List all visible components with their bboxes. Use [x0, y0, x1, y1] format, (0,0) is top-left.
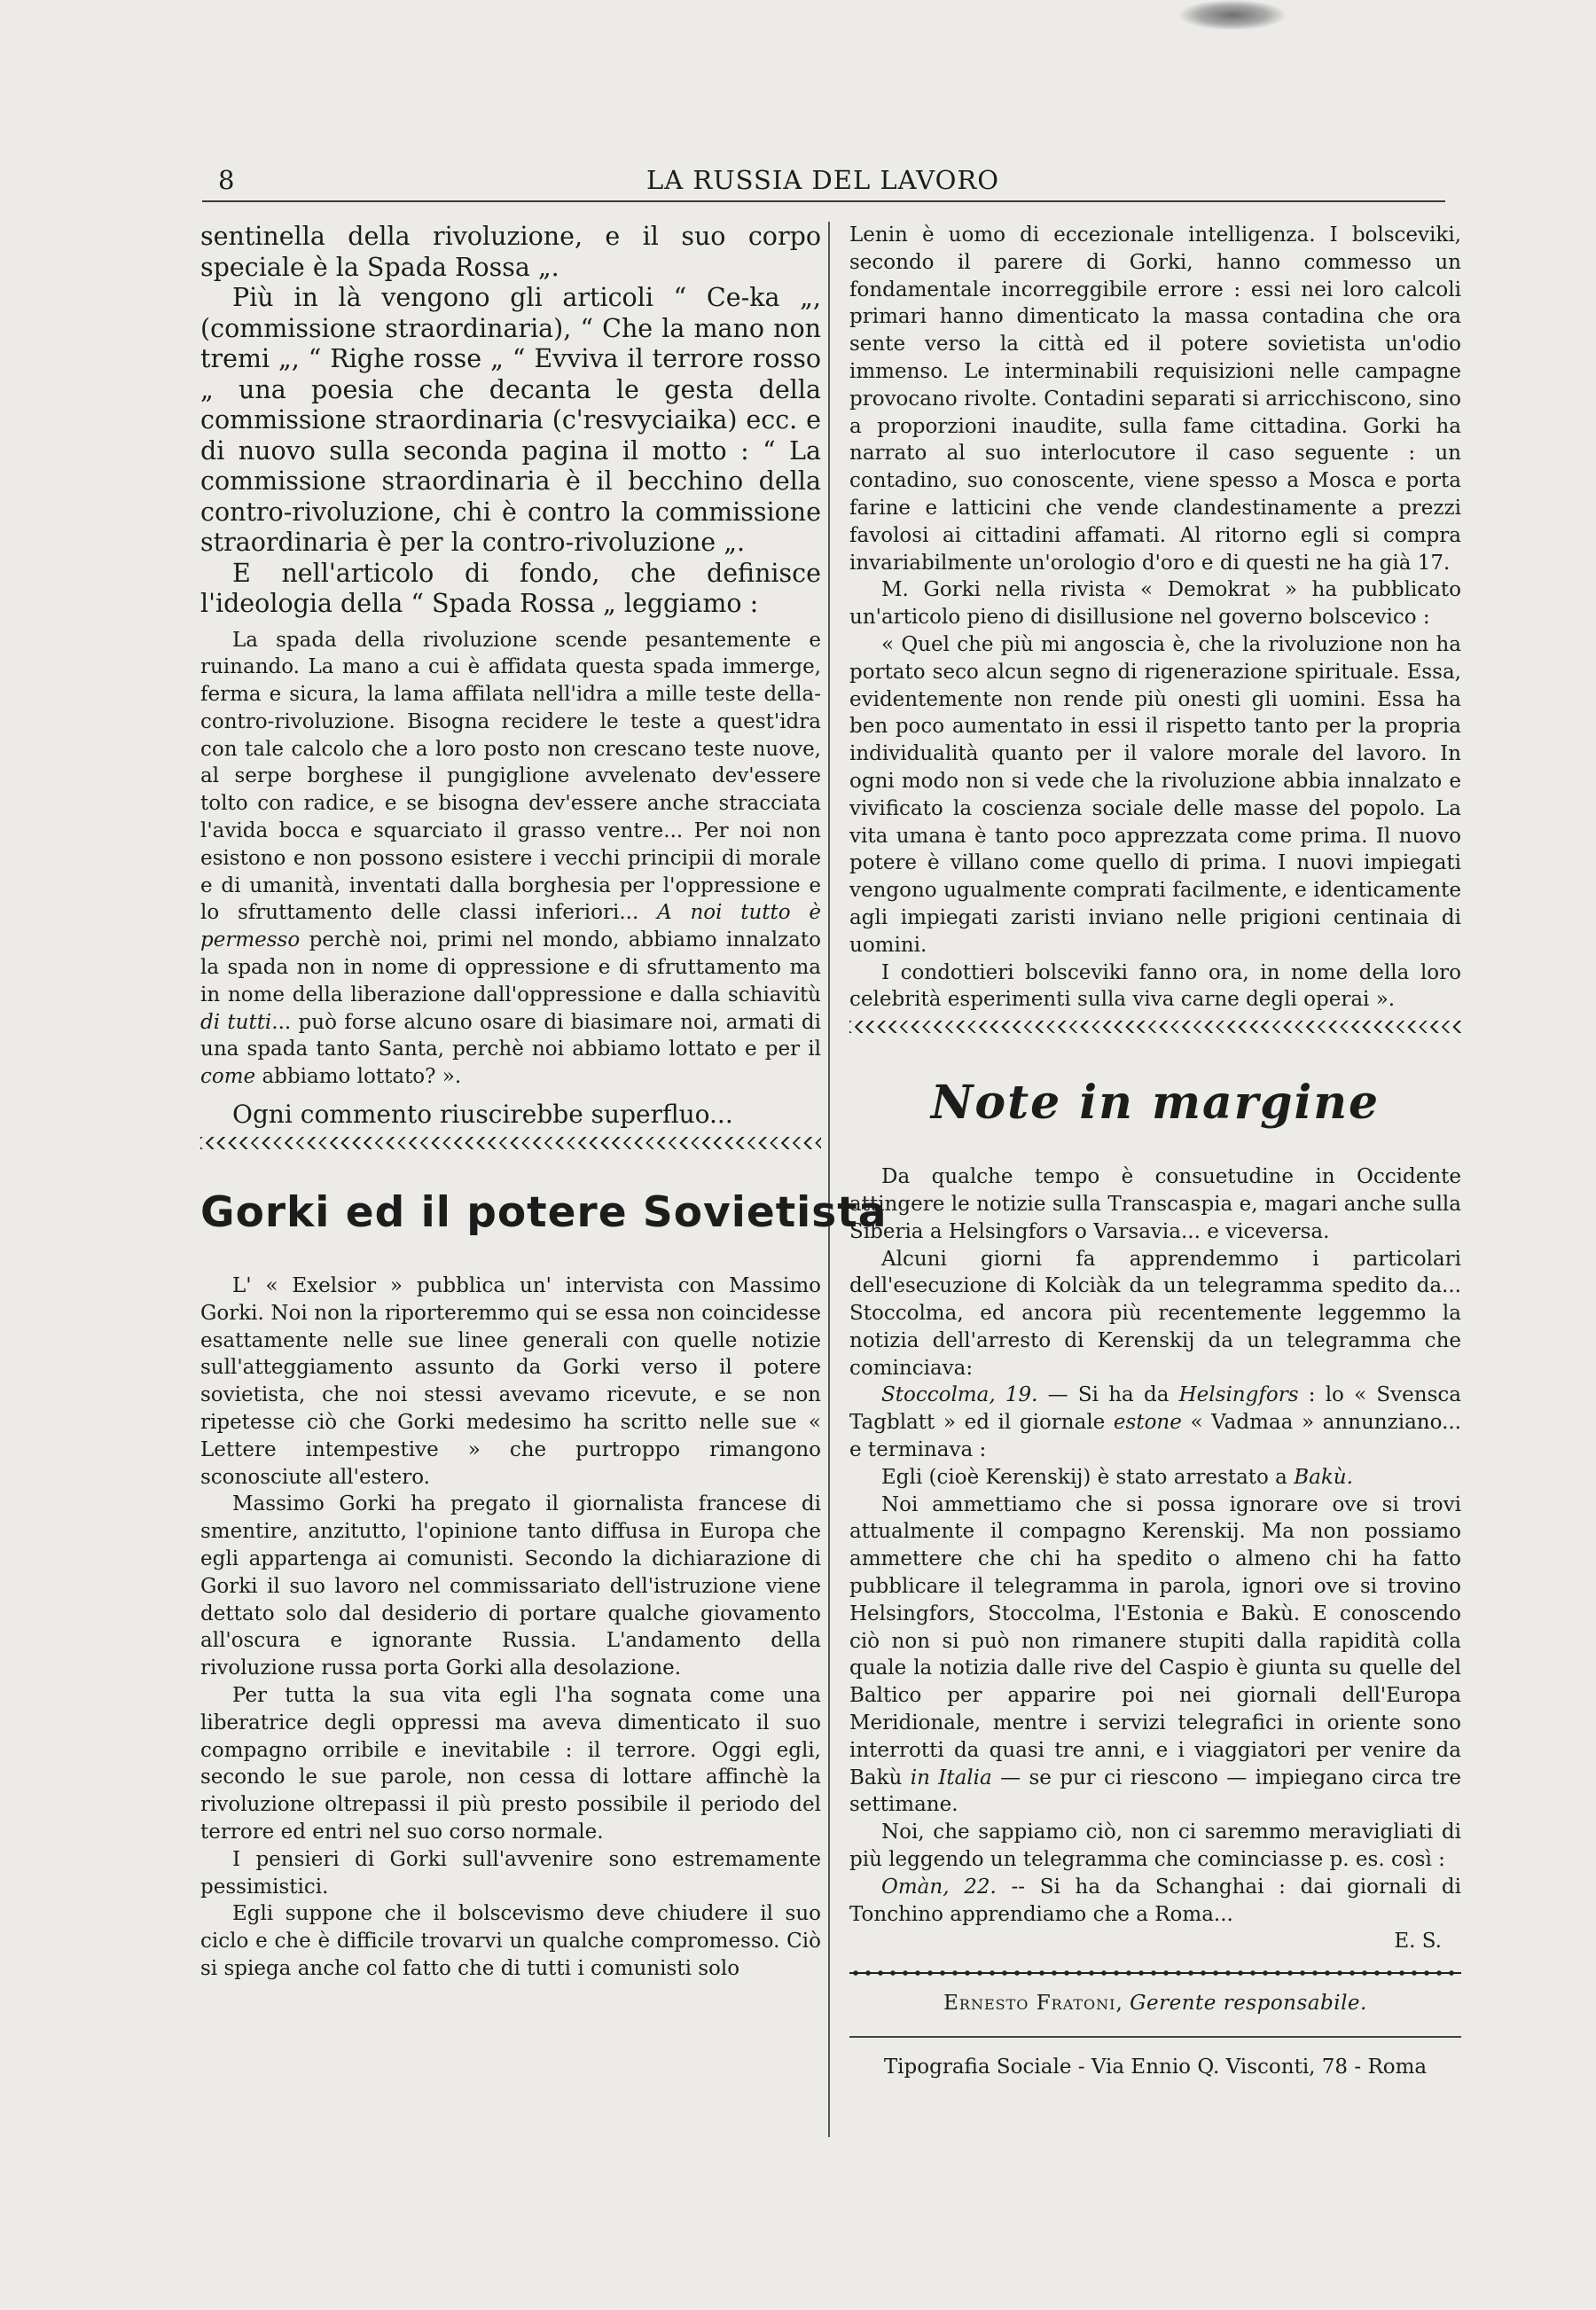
wavy-divider	[849, 1021, 1461, 1033]
telegram-city: Omàn, 22.	[881, 1875, 997, 1899]
note-emphasis: in Italia	[910, 1766, 992, 1789]
demokrat-quote: « Quel che più mi angoscia è, che la rivoluzione non ha portato seco alcun segno di rigenerazione spirituale. Essa, evidentemente non rende più onesti gli uomini. Essa ha ben poco aumentato in essi il rispetto tanto per la propria individualità quanto per il valore morale del lavoro. In ogni modo non si vede che la rivoluzione abbia innalzato e vivificato la coscienza sociale delle masse del popolo. La vita umana è tanto poco apprezzata come prima. Il nuovo potere è villano come quello di prima. I nuovi impiegati vengono ugualmente comprati facilmente, e identicamente agli impiegati zaristi inviano nelle prigioni centinaia di uomini.	[849, 632, 1461, 957]
running-head	[202, 165, 1443, 200]
telegram-quote	[849, 1874, 1461, 1929]
intro-paragraph: E nell'articolo di fondo, che definisce l'ideologia della “ Spada Rossa „ leggiamo :	[200, 558, 821, 618]
quote-text: abbiamo lottato? ».	[255, 1065, 462, 1089]
ink-blot	[1179, 0, 1286, 30]
note-text: — se pur ci riescono — impiegano circa tre settimane.	[849, 1766, 1461, 1817]
article-paragraph: Egli suppone che il bolscevismo deve chiudere il suo ciclo e che è difficile trovarvi un qualche compromesso. Ciò si spiega anche col fatto che di tutti i comunisti solo	[200, 1902, 821, 1980]
section-title: Note in margine	[930, 1076, 1381, 1131]
quote-text: ... può forse alcuno osare di biasimare noi, armati di una spada tanto Santa, perchè noi abbiamo lottato e per il	[200, 1010, 821, 1061]
quote-emphasis: di tutti	[200, 1010, 272, 1034]
publication-title: LA RUSSIA DEL LAVORO	[645, 165, 999, 195]
right-column	[849, 222, 1461, 2080]
note-text: Noi ammettiamo che si possa ignorare ove si trovi attualmente il compagno Kerenskij. Ma non possiamo ammettere che chi ha spedito o almeno chi ha fatto pubblicare il telegramma in parola, ignori ove si trovino Helsingfors, Stoccolma, l'Estonia e Bakù. E conoscendo ciò non si può non rimanere stupiti dalla rapidità colla quale la notizia dalle rive del Caspio è giunta su quelle del Baltico per apparire poi nei giornali dell'Europa Meridionale, mentre i servizi telegrafici in oriente sono interrotti da quasi tre anni, e i viaggiatori per venire da Bakù	[849, 1492, 1461, 1789]
quote-emphasis: A noi tutto è permesso	[200, 901, 822, 952]
manager-line: Ernesto Fratoni, Gerente responsabile.	[943, 1992, 1367, 2016]
intro-paragraph: Più in là vengono gli articoli “ Ce-ka „, (commissione straordinaria), “ Che la mano non tremi „, “ Righe rosse „ “ Evviva il terrore rosso „ una poesia che decanta le gesta della commissione straordinaria (c'resvyciaika) ecc. e di nuovo sulla seconda pagina il motto : “ La commissione straordinaria è il becchino della contro-rivoluzione, chi è contro la commissione straordinaria è per la contro-rivoluzione „.	[200, 283, 821, 557]
manager-role: Gerente responsabile.	[1130, 1992, 1367, 2016]
wavy-divider	[200, 1137, 821, 1149]
telegram-emphasis: estone	[1113, 1411, 1182, 1435]
article-continuation: Lenin è uomo di eccezionale intelligenza. I bolsceviki, secondo il parere di Gorki, hanno commesso un fondamentale incorreggibile errore : essi nei loro calcoli primari hanno dimenticato la massa contadina che ora sente verso la città ed il potere sovietista un'odio immenso. Le interminabili requisizioni nelle campagne provocano rivolte. Contadini separati si arricchiscono, sino a proporzioni inaudite, sulla fame cittadina. Gorki ha narrato al suo interlocutore il caso seguente : un contadino, suo conoscente, viene spesso a Mosca e porta farine e latticini che vende clandestinamente a prezzi favolosi ai cittadini affamati. Al ritorno egli si compra invariabilmente un'orologio d'oro e di questi ne ha già 17.	[849, 223, 1461, 575]
article-continuation: I condottieri bolsceviki fanno ora, in nome della loro celebrità esperimenti sulla viva carne degli operai ».	[849, 960, 1461, 1012]
quote-emphasis: come	[200, 1065, 256, 1089]
note-paragraph: Da qualche tempo è consuetudine in Occidente attingere le notizie sulla Transcaspia e, magari anche sulla Siberia a Helsingfors o Varsavia... e viceversa.	[849, 1165, 1461, 1243]
note-paragraph: Noi, che sappiamo ciò, non ci saremmo meravigliati di più leggendo un telegramma che cominciasse p. es. così :	[849, 1821, 1461, 1872]
article-paragraph: Massimo Gorki ha pregato il giornalista francese di smentire, anzitutto, l'opinione tanto diffusa in Europa che egli appartenga ai comunisti. Secondo la dichiarazione di Gorki il suo lavoro nel commissariato dell'istruzione viene dettato solo dal desiderio di portare qualche giovamento all'oscura e ignorante Russia. L'andamento della rivoluzione russa porta Gorki alla desolazione.	[200, 1492, 821, 1680]
signature: E. S.	[1394, 1930, 1442, 1954]
article-continuation: M. Gorki nella rivista « Demokrat » ha pubblicato un'articolo pieno di disillusione nel governo bolscevico :	[849, 578, 1461, 630]
article-title: Gorki ed il potere Sovietista	[200, 1188, 888, 1238]
manager-name: Ernesto Fratoni	[943, 1992, 1116, 2016]
printer-imprint: Tipografia Sociale - Via Ennio Q. Visconti, 78 - Roma	[883, 2056, 1428, 2079]
note-paragraph: Alcuni giorni fa apprendemmo i particolari dell'esecuzione di Kolciàk da un telegramma spedito da... Stoccolma, ed ancora più recentemente leggemmo la notizia dell'arresto di Kerenskij da un telegramma che cominciava:	[849, 1247, 1461, 1380]
telegram-text: — Si ha da	[1037, 1383, 1179, 1407]
left-column	[200, 222, 888, 1983]
telegram-text: « Vadmaa » annunziano... e terminava :	[849, 1411, 1461, 1462]
arrest-place: Bakù.	[1294, 1465, 1353, 1489]
article-paragraph: Per tutta la sua vita egli l'ha sognata come una liberatrice degli oppressi ma aveva dimenticato il suo compagno orribile e inevitabile : il terrore. Oggi egli, secondo le sue parole, non cessa di lottare affinchè la rivoluzione oltrepassi il più presto possibile il periodo del terrore ed entri nel suo corso normale.	[200, 1684, 821, 1844]
telegram-city: Helsingfors	[1178, 1383, 1299, 1407]
intro-paragraph: sentinella della rivoluzione, e il suo corpo speciale è la Spada Rossa „.	[200, 222, 821, 282]
dotted-divider	[849, 1969, 1461, 1977]
telegram-text: -- Si ha da Schanghai : dai giornali di Tonchino apprendiamo che a Roma...	[849, 1875, 1462, 1926]
quote-text: perchè noi, primi nel mondo, abbiamo innalzato la spada non in nome di oppressione e di sfruttamento ma in nome della liberazione dall'oppressione e dalla schiavitù	[200, 928, 821, 1006]
page-number: 8	[218, 165, 236, 195]
column-rule	[828, 222, 830, 2137]
arrest-line	[849, 1464, 1461, 1492]
article-paragraph: L' « Exelsior » pubblica un' intervista con Massimo Gorki. Noi non la riporteremmo qui se essa non coincidesse esattamente nelle sue linee generali con quelle notizie sull'atteggiamento assunto da Gorki verso il potere sovietista, che noi stessi avevamo ricevute, e se non ripetesse ciò che Gorki medesimo ha scritto nelle sue « Lettere intempestive » che purtroppo rimangono sconosciute all'estero.	[200, 1274, 821, 1489]
telegram-quote	[849, 1382, 1461, 1463]
header-rule	[202, 200, 1445, 202]
closing-line: Ogni commento riuscirebbe superfluo...	[232, 1100, 733, 1130]
note-paragraph	[849, 1492, 1461, 1820]
telegram-city: Stoccolma, 19.	[881, 1383, 1038, 1407]
arrest-text: Egli (cioè Kerenskij) è stato arrestato a	[881, 1465, 1295, 1489]
spada-rossa-quote	[200, 627, 821, 1092]
article-paragraph: I pensieri di Gorki sull'avvenire sono estremamente pessimistici.	[200, 1847, 821, 1899]
footer-rule	[849, 2036, 1461, 2038]
telegram-text: : lo « Svensca Tagblatt » ed il giornale	[849, 1383, 1461, 1435]
quote-text: La spada della rivoluzione scende pesantemente e ruinando. La mano a cui è affidata questa spada immerge, ferma e sicura, la lama affilata nell'idra a mille teste della-contro-rivoluzione. Bisogna recidere le teste a quest'idra con tale calcolo che a loro posto non crescano teste nuove, al serpe borghese il pungiglione avvelenato dev'essere tolto con radice, e se bisogna dev'essere anche stracciata l'avida bocca e squarciato il grasso ventre... Per noi non esistono e non possono esistere i vecchi principii di morale e di umanità, inventati dalla borghesia per l'oppressione e lo sfruttamento delle classi inferiori...	[200, 628, 821, 925]
